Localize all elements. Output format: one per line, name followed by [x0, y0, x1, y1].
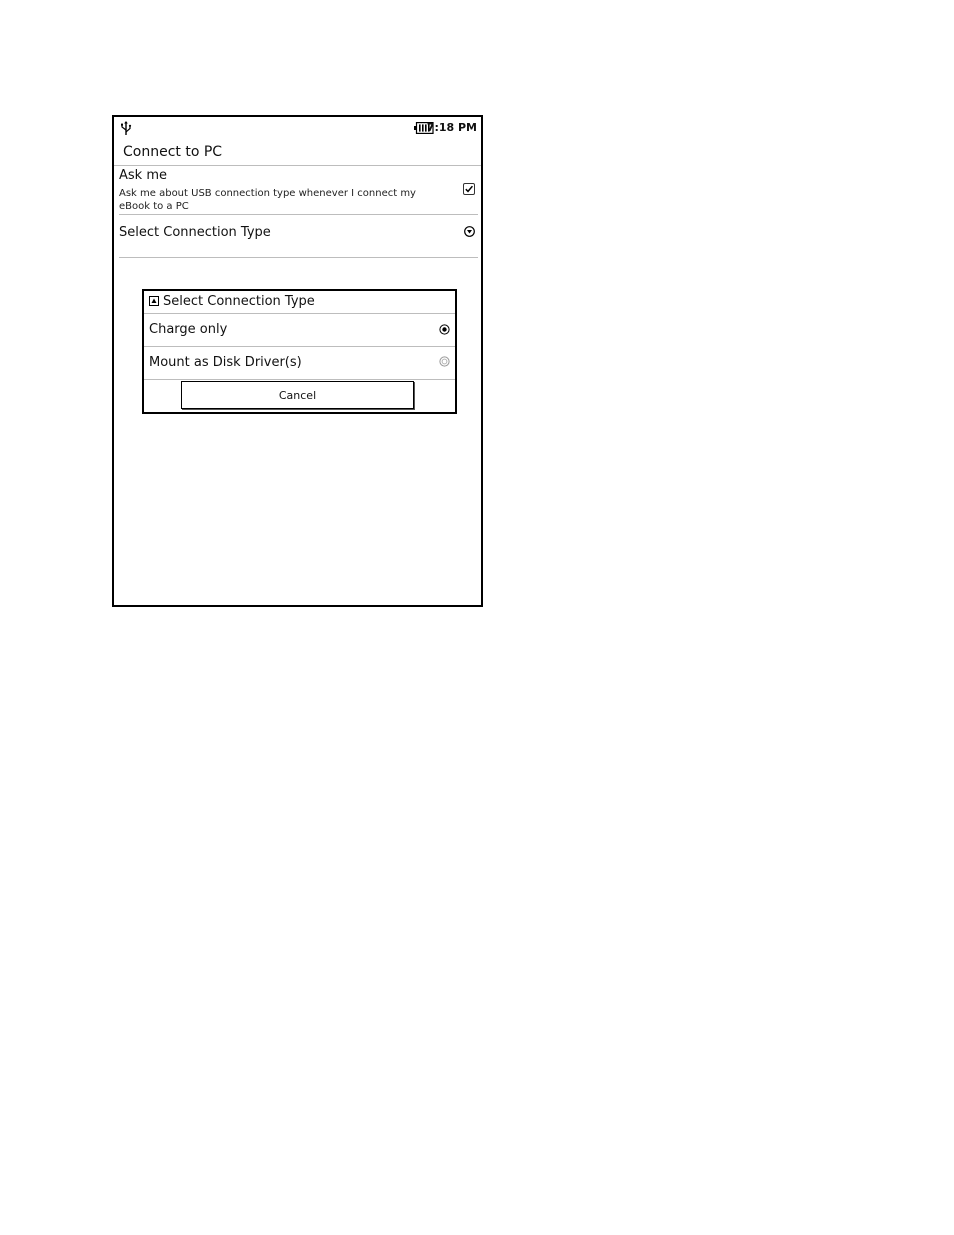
- connection-type-preference[interactable]: [114, 215, 481, 257]
- radio-unselected-icon[interactable]: [439, 356, 450, 367]
- check-icon: [464, 184, 474, 194]
- section-divider: [119, 257, 478, 258]
- option-charge-only[interactable]: [144, 314, 455, 346]
- radio-selected-icon[interactable]: [439, 324, 450, 335]
- connection-type-title: Select Connection Type: [119, 225, 271, 240]
- dropdown-circle-icon[interactable]: [464, 226, 475, 237]
- status-clock: 7:18 PM: [426, 121, 477, 134]
- dialog-header: [144, 291, 455, 313]
- dialog-title: Select Connection Type: [163, 294, 315, 309]
- usb-icon: [120, 120, 132, 136]
- up-arrow-box-icon: [149, 296, 159, 306]
- ask-me-title: Ask me: [119, 168, 167, 183]
- select-connection-dialog: [142, 289, 457, 414]
- page-title: Connect to PC: [123, 144, 223, 160]
- ask-me-checkbox[interactable]: [463, 183, 475, 195]
- status-bar: [114, 117, 481, 139]
- option-label: Mount as Disk Driver(s): [149, 355, 302, 370]
- option-mount-disk[interactable]: [144, 347, 455, 379]
- ask-me-summary: Ask me about USB connection type whenever I connect my eBook to a PC: [119, 188, 416, 212]
- option-label: Charge only: [149, 322, 228, 337]
- ereader-screen: [112, 115, 483, 607]
- ask-me-preference[interactable]: [114, 166, 481, 214]
- cancel-button[interactable]: Cancel: [181, 381, 414, 409]
- button-divider: [144, 379, 455, 380]
